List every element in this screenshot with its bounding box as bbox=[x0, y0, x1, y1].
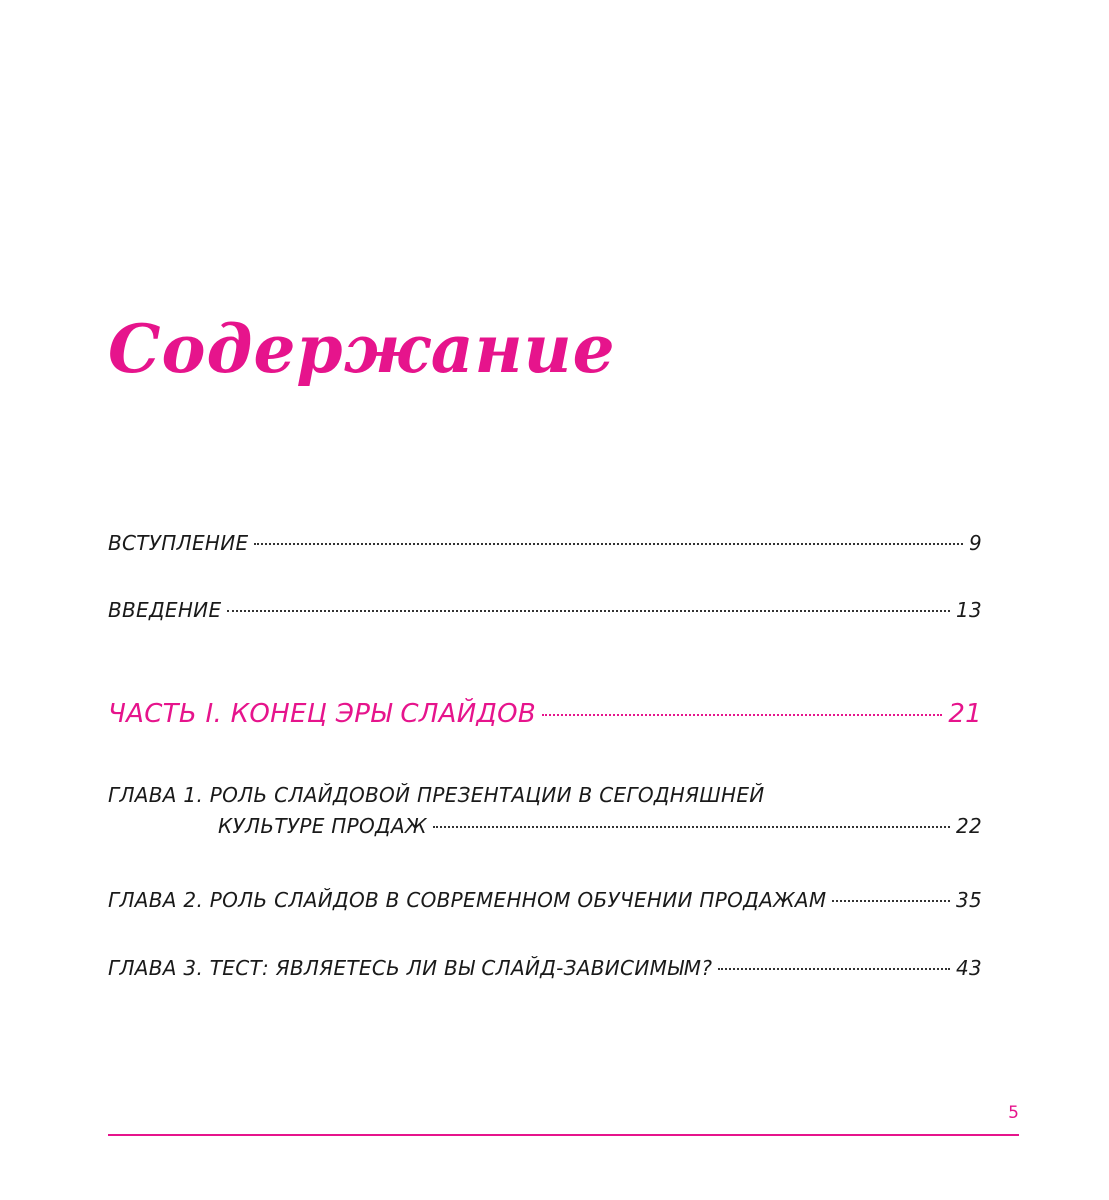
toc-entry-part1[interactable] bbox=[108, 698, 982, 730]
toc-part-label: ЧАСТЬ I. КОНЕЦ ЭРЫ СЛАЙДОВ bbox=[108, 699, 537, 729]
toc-entry-chapter1[interactable] bbox=[108, 782, 982, 839]
toc-entry-label: ВСТУПЛЕНИЕ bbox=[108, 531, 249, 555]
dot-leader bbox=[718, 968, 950, 970]
dot-leader bbox=[542, 714, 942, 716]
toc-entry-chapter3[interactable] bbox=[108, 955, 982, 981]
toc-entry-label-line1: ГЛАВА 1. РОЛЬ СЛАЙДОВОЙ ПРЕЗЕНТАЦИИ В СЕГОДНЯШНЕЙ bbox=[108, 783, 765, 807]
dot-leader bbox=[227, 610, 950, 612]
toc-part-page: 21 bbox=[948, 699, 982, 729]
dot-leader bbox=[254, 543, 963, 545]
toc-entry-chapter2[interactable] bbox=[108, 887, 982, 913]
toc-entry-page: 9 bbox=[968, 531, 982, 555]
dot-leader bbox=[433, 826, 950, 828]
toc-entry-page: 35 bbox=[955, 888, 982, 912]
toc-entry-label: ВВЕДЕНИЕ bbox=[108, 598, 222, 622]
dot-leader bbox=[832, 900, 949, 902]
toc-entry-label: ГЛАВА 2. РОЛЬ СЛАЙДОВ В СОВРЕМЕННОМ ОБУЧЕНИИ ПРОДАЖАМ bbox=[108, 888, 827, 912]
toc-entry-preface[interactable] bbox=[108, 597, 982, 623]
footer-rule bbox=[108, 1134, 1019, 1136]
page-title: Содержание bbox=[108, 310, 616, 388]
toc-entry-label-line2: КУЛЬТУРЕ ПРОДАЖ bbox=[218, 814, 427, 838]
footer-page-number: 5 bbox=[1008, 1103, 1019, 1123]
toc-entry-page: 22 bbox=[955, 814, 982, 838]
toc-entry-label: ГЛАВА 3. ТЕСТ: ЯВЛЯЕТЕСЬ ЛИ ВЫ СЛАЙД-ЗАВИСИМЫМ? bbox=[108, 956, 713, 980]
toc-entry-intro[interactable] bbox=[108, 530, 982, 556]
toc-entry-page: 43 bbox=[955, 956, 982, 980]
toc-entry-page: 13 bbox=[955, 598, 982, 622]
